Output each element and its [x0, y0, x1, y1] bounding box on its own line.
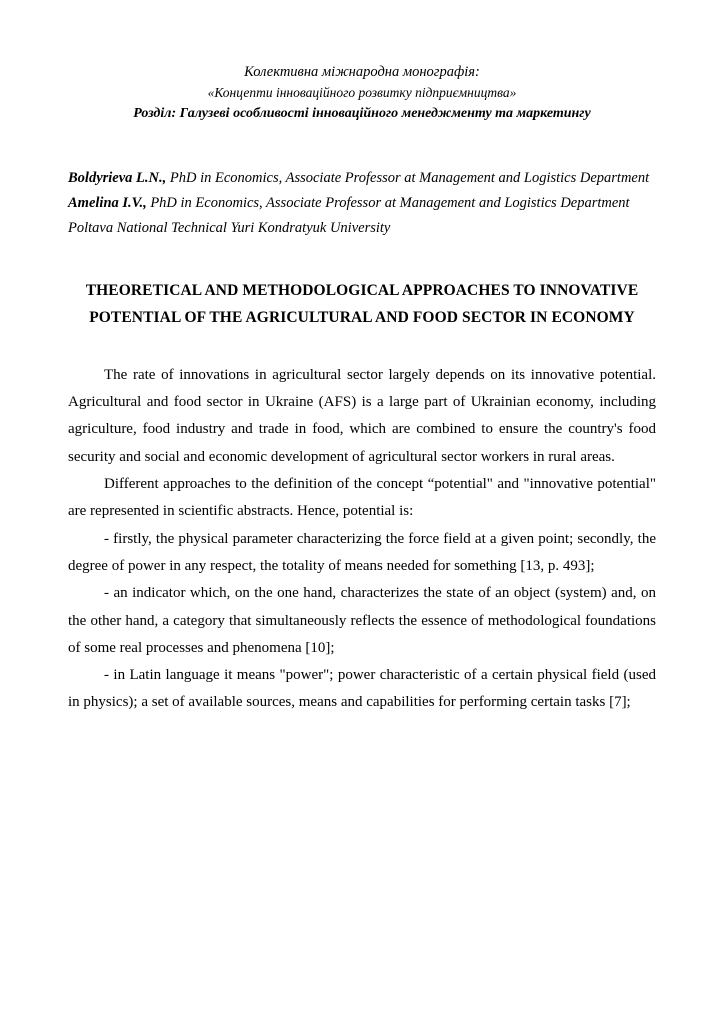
author-2-role: PhD in Economics, Associate Professor at Management and Logistics Department — [150, 194, 630, 211]
monograph-title-line: Колективна міжнародна монографія: — [244, 64, 480, 80]
page-title: THEORETICAL AND METHODOLOGICAL APPROACHES TO INNOVATIVE POTENTIAL OF THE AGRICULTURAL AND FOOD SECTOR IN ECONOMY — [85, 281, 639, 327]
paragraph-3: - firstly, the physical parameter characterizing the force field at a given point; secondly, the degree of power in any respect, the totality of means needed for something [13, p. 493]; — [68, 530, 656, 574]
section-line: Розділ: Галузеві особливості інноваційного менеджменту та маркетингу — [133, 105, 591, 121]
paragraph-4: - an indicator which, on the one hand, characterizes the state of an object (system) and, on the other hand, a category that simultaneously reflects the essence of methodological foundations of some real processes and phenomena [10]; — [68, 585, 656, 656]
publication-header — [68, 62, 656, 124]
affiliation: Poltava National Technical Yuri Kondratyuk University — [68, 219, 391, 236]
authors-section — [68, 166, 656, 241]
article-body — [68, 362, 656, 717]
author-entry-1 — [68, 166, 656, 191]
author-1-name: Boldyrieva L.N., — [68, 169, 167, 186]
author-1-role: PhD in Economics, Associate Professor at Management and Logistics Department — [169, 169, 650, 186]
paragraph-1: The rate of innovations in agricultural sector largely depends on its innovative potential. Agricultural and food sector in Ukraine (AFS) is a large part of Ukrainian economy, including agriculture, food industry and trade in food, which are combined to ensure the country's food security and social and economic development of agricultural sector workers in rural areas. — [68, 366, 656, 465]
author-entry-2 — [68, 191, 656, 216]
monograph-subtitle-line: «Концепти інноваційного розвитку підприємництва» — [207, 85, 517, 101]
paragraph-5: - in Latin language it means "power"; power characteristic of a certain physical field (used in physics); a set of available sources, means and capabilities for performing certain tasks [7]; — [68, 667, 656, 711]
paragraph-2: Different approaches to the definition of the concept “potential" and "innovative potential" are represented in scientific abstracts. Hence, potential is: — [68, 476, 656, 520]
author-2-name: Amelina I.V., — [68, 194, 147, 211]
